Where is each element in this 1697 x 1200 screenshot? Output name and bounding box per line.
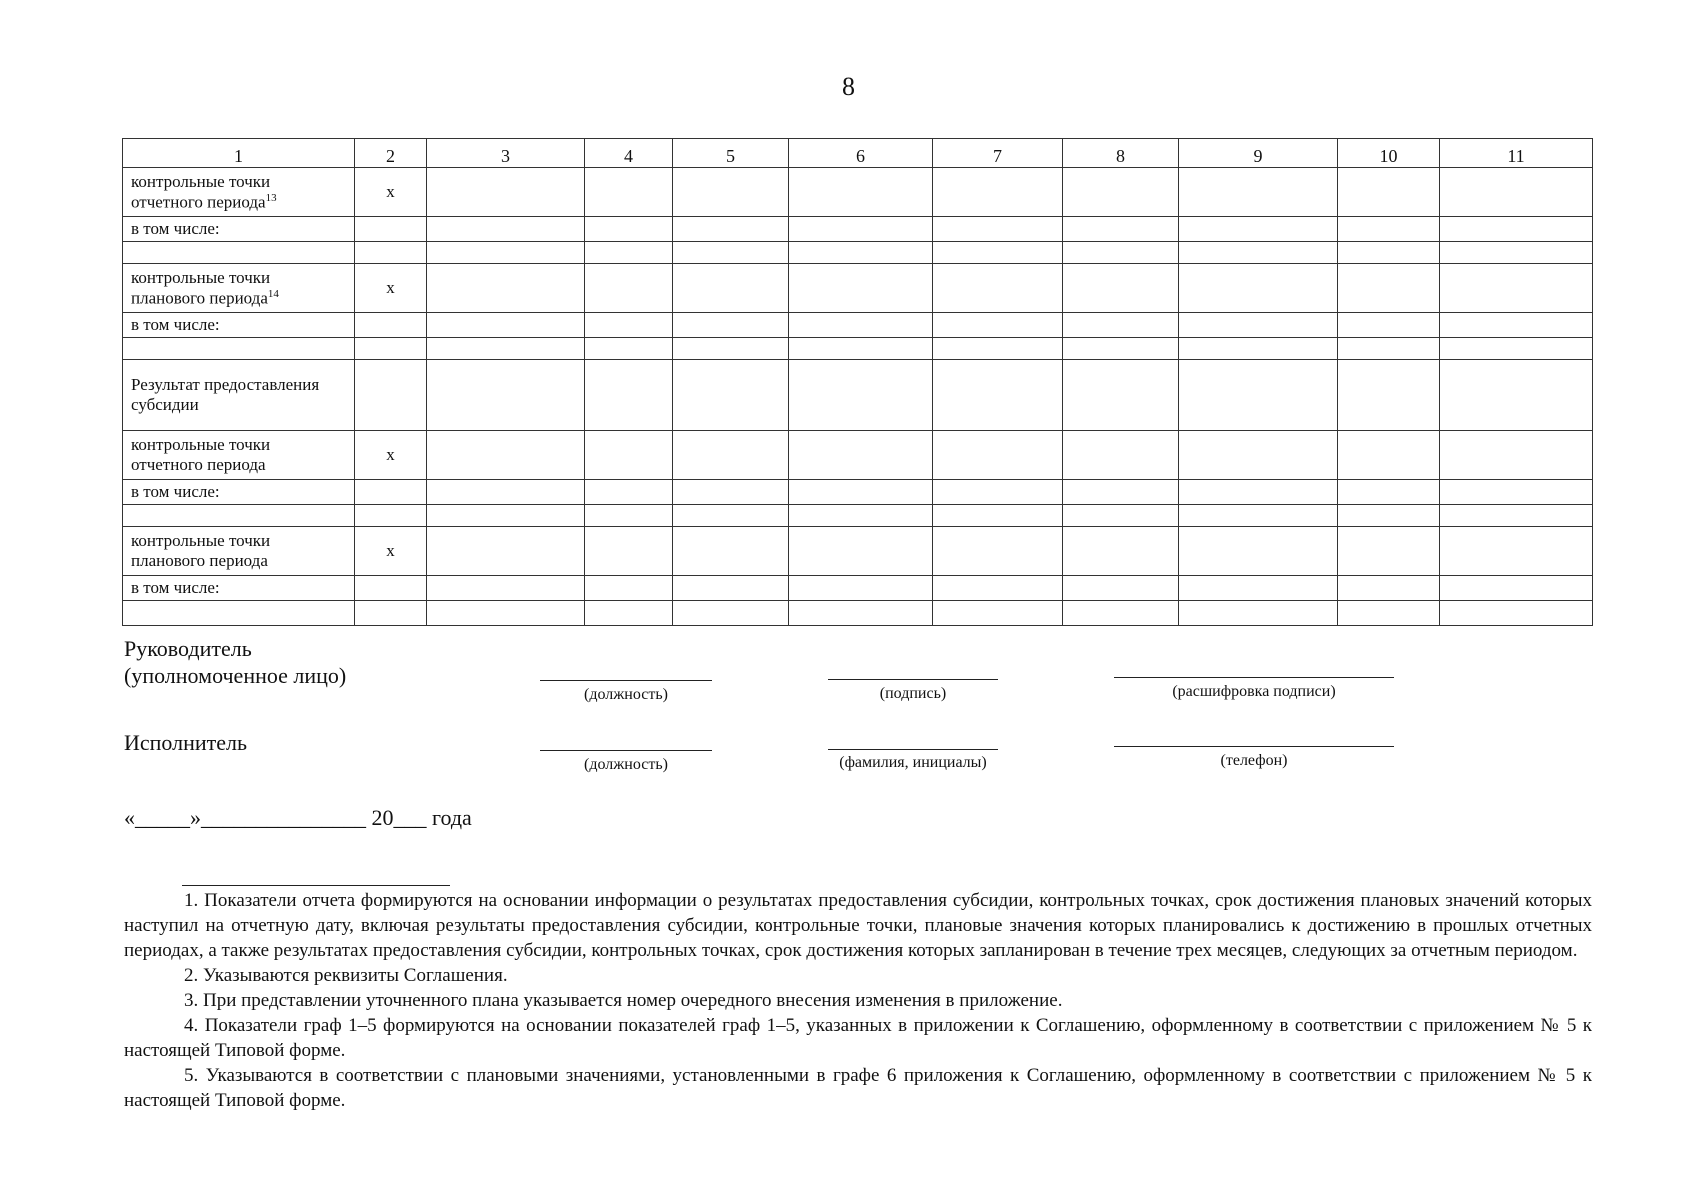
empty-cell xyxy=(673,313,789,338)
col2-cell xyxy=(355,601,427,626)
empty-cell xyxy=(1063,431,1179,480)
empty-cell xyxy=(1179,168,1338,217)
col2-cell: x xyxy=(355,264,427,313)
empty-cell xyxy=(1338,480,1440,505)
empty-cell xyxy=(933,431,1063,480)
empty-cell xyxy=(1063,313,1179,338)
empty-cell xyxy=(1338,313,1440,338)
table-row xyxy=(123,505,1593,527)
empty-cell xyxy=(1063,527,1179,576)
footnote: 4. Показатели граф 1–5 формируются на основании показателей граф 1–5, указанных в приложении к Соглашению, оформленному в соответствии с приложением № 5 к настоящей Типовой форме. xyxy=(124,1015,1592,1061)
empty-cell xyxy=(1338,168,1440,217)
empty-cell xyxy=(1179,264,1338,313)
col2-cell xyxy=(355,242,427,264)
row-label xyxy=(123,313,355,338)
empty-cell xyxy=(1179,576,1338,601)
empty-cell xyxy=(673,576,789,601)
table-row xyxy=(123,168,1593,217)
empty-cell xyxy=(789,431,933,480)
table-row xyxy=(123,431,1593,480)
empty-cell xyxy=(933,505,1063,527)
head-title-line1: Руководитель xyxy=(124,636,252,661)
table-row xyxy=(123,601,1593,626)
empty-cell xyxy=(789,242,933,264)
empty-cell xyxy=(789,601,933,626)
column-header: 8 xyxy=(1063,139,1179,168)
empty-cell xyxy=(585,480,673,505)
table-row xyxy=(123,527,1593,576)
column-header: 1 xyxy=(123,139,355,168)
executor-caption-name: (фамилия, инициалы) xyxy=(839,754,987,771)
empty-cell xyxy=(1440,576,1593,601)
report-table xyxy=(122,138,1593,626)
row-label xyxy=(123,505,355,527)
date-line: «_____»_______________ 20___ года xyxy=(124,805,472,830)
empty-cell xyxy=(789,576,933,601)
row-label-text: в том числе: xyxy=(131,482,220,502)
empty-cell xyxy=(933,242,1063,264)
head-position-line xyxy=(540,680,712,681)
empty-cell xyxy=(1063,168,1179,217)
empty-cell xyxy=(933,527,1063,576)
empty-cell xyxy=(1440,431,1593,480)
empty-cell xyxy=(427,480,585,505)
table-row xyxy=(123,576,1593,601)
empty-cell xyxy=(673,338,789,360)
col2-cell: x xyxy=(355,431,427,480)
col2-cell xyxy=(355,505,427,527)
empty-cell xyxy=(1179,338,1338,360)
empty-cell xyxy=(789,480,933,505)
column-header: 11 xyxy=(1440,139,1593,168)
empty-cell xyxy=(1338,338,1440,360)
head-title-line2: (уполномоченное лицо) xyxy=(124,663,347,688)
empty-cell xyxy=(789,338,933,360)
empty-cell xyxy=(1440,264,1593,313)
row-label xyxy=(123,601,355,626)
empty-cell xyxy=(585,313,673,338)
empty-cell xyxy=(427,217,585,242)
empty-cell xyxy=(1338,576,1440,601)
row-label xyxy=(123,264,355,313)
empty-cell xyxy=(427,360,585,431)
empty-cell xyxy=(427,338,585,360)
footnote: 3. При представлении уточненного плана указывается номер очередного внесения изменения в приложение. xyxy=(184,990,1063,1011)
empty-cell xyxy=(933,601,1063,626)
empty-cell xyxy=(1338,527,1440,576)
empty-cell xyxy=(1179,217,1338,242)
table-body xyxy=(123,139,1593,626)
empty-cell xyxy=(585,217,673,242)
empty-cell xyxy=(1063,264,1179,313)
empty-cell xyxy=(789,168,933,217)
row-label-text: в том числе: xyxy=(131,315,220,335)
row-label-text: контрольные точки планового периода xyxy=(131,268,271,308)
executor-caption-phone: (телефон) xyxy=(1220,752,1288,769)
row-label xyxy=(123,242,355,264)
empty-cell xyxy=(585,601,673,626)
footnote: 2. Указываются реквизиты Соглашения. xyxy=(184,965,508,986)
head-caption-decoding: (расшифровка подписи) xyxy=(1172,683,1336,700)
row-label-text: контрольные точки планового периода xyxy=(131,531,271,570)
row-label-text: в том числе: xyxy=(131,219,220,239)
column-header: 9 xyxy=(1179,139,1338,168)
empty-cell xyxy=(1440,168,1593,217)
empty-cell xyxy=(1063,576,1179,601)
row-label-text: контрольные точки отчетного периода xyxy=(131,435,271,474)
column-header: 2 xyxy=(355,139,427,168)
empty-cell xyxy=(1179,527,1338,576)
column-header: 10 xyxy=(1338,139,1440,168)
empty-cell xyxy=(1440,527,1593,576)
empty-cell xyxy=(427,576,585,601)
empty-cell xyxy=(1179,313,1338,338)
row-label xyxy=(123,431,355,480)
empty-cell xyxy=(1338,601,1440,626)
empty-cell xyxy=(673,527,789,576)
empty-cell xyxy=(1338,264,1440,313)
col2-cell xyxy=(355,313,427,338)
row-label xyxy=(123,217,355,242)
table-row xyxy=(123,242,1593,264)
empty-cell xyxy=(1440,480,1593,505)
empty-cell xyxy=(585,242,673,264)
empty-cell xyxy=(1440,338,1593,360)
footnote: 1. Показатели отчета формируются на основании информации о результатах предоставления субсидии, контрольных точках, срок достижения плановых значений которых наступил на отчетную дату, включая результаты предоставления субсидии, контрольные точки, плановые значения которых планировались к достижению в прошлых отчетных периодах, а также результатах предоставления субсидии, контрольных точках, срок достижения которых запланирован в течение трех месяцев, следующих за отчетным периодом. xyxy=(124,890,1592,961)
empty-cell xyxy=(1338,360,1440,431)
executor-name-line xyxy=(828,749,998,750)
col2-cell xyxy=(355,480,427,505)
head-signature-line xyxy=(828,679,998,680)
col2-cell xyxy=(355,360,427,431)
empty-cell xyxy=(1063,505,1179,527)
empty-cell xyxy=(585,360,673,431)
table-row xyxy=(123,313,1593,338)
empty-cell xyxy=(427,601,585,626)
empty-cell xyxy=(789,360,933,431)
executor-caption-position: (должность) xyxy=(584,756,668,773)
empty-cell xyxy=(1440,505,1593,527)
empty-cell xyxy=(1440,601,1593,626)
table-row xyxy=(123,338,1593,360)
table-row xyxy=(123,480,1593,505)
head-decoding-line xyxy=(1114,677,1394,678)
empty-cell xyxy=(1338,217,1440,242)
empty-cell xyxy=(673,242,789,264)
empty-cell xyxy=(789,217,933,242)
footnotes xyxy=(124,888,1592,1113)
empty-cell xyxy=(1179,505,1338,527)
col2-cell: x xyxy=(355,527,427,576)
executor-phone-line xyxy=(1114,746,1394,747)
empty-cell xyxy=(1063,360,1179,431)
row-label xyxy=(123,576,355,601)
empty-cell xyxy=(1179,242,1338,264)
empty-cell xyxy=(585,431,673,480)
head-caption-signature: (подпись) xyxy=(879,685,947,702)
column-header: 4 xyxy=(585,139,673,168)
empty-cell xyxy=(933,576,1063,601)
table-row xyxy=(123,264,1593,313)
row-label xyxy=(123,338,355,360)
footnote: 5. Указываются в соответствии с плановыми значениями, установленными в графе 6 приложения к Соглашению, оформленному в соответствии с приложением № 5 к настоящей Типовой форме. xyxy=(124,1065,1592,1111)
empty-cell xyxy=(673,264,789,313)
empty-cell xyxy=(1338,242,1440,264)
empty-cell xyxy=(789,527,933,576)
empty-cell xyxy=(1440,313,1593,338)
executor-position-line xyxy=(540,750,712,751)
empty-cell xyxy=(585,264,673,313)
empty-cell xyxy=(427,264,585,313)
empty-cell xyxy=(933,168,1063,217)
empty-cell xyxy=(673,360,789,431)
empty-cell xyxy=(789,505,933,527)
empty-cell xyxy=(673,431,789,480)
footnote-ref: 13 xyxy=(265,191,277,204)
empty-cell xyxy=(933,480,1063,505)
empty-cell xyxy=(673,505,789,527)
empty-cell xyxy=(1179,431,1338,480)
executor-label: Исполнитель xyxy=(124,730,248,755)
empty-cell xyxy=(585,168,673,217)
empty-cell xyxy=(673,601,789,626)
empty-cell xyxy=(673,217,789,242)
footnote-ref: 14 xyxy=(267,287,279,300)
empty-cell xyxy=(427,168,585,217)
empty-cell xyxy=(1179,360,1338,431)
empty-cell xyxy=(427,431,585,480)
empty-cell xyxy=(427,527,585,576)
row-label-text: в том числе: xyxy=(131,578,220,598)
empty-cell xyxy=(1063,217,1179,242)
col2-cell xyxy=(355,217,427,242)
empty-cell xyxy=(673,168,789,217)
row-label xyxy=(123,527,355,576)
empty-cell xyxy=(1179,480,1338,505)
empty-cell xyxy=(585,527,673,576)
col2-cell: x xyxy=(355,168,427,217)
empty-cell xyxy=(1440,360,1593,431)
empty-cell xyxy=(933,264,1063,313)
column-header: 6 xyxy=(789,139,933,168)
col2-cell xyxy=(355,576,427,601)
page-number: 8 xyxy=(842,72,855,101)
empty-cell xyxy=(585,338,673,360)
empty-cell xyxy=(933,360,1063,431)
empty-cell xyxy=(933,338,1063,360)
empty-cell xyxy=(1179,601,1338,626)
empty-cell xyxy=(1338,505,1440,527)
row-label xyxy=(123,480,355,505)
empty-cell xyxy=(1440,242,1593,264)
table-row xyxy=(123,217,1593,242)
empty-cell xyxy=(1440,217,1593,242)
empty-cell xyxy=(933,217,1063,242)
table-row xyxy=(123,360,1593,431)
empty-cell xyxy=(585,576,673,601)
column-header: 3 xyxy=(427,139,585,168)
head-caption-position: (должность) xyxy=(584,686,668,703)
empty-cell xyxy=(1338,431,1440,480)
column-header: 7 xyxy=(933,139,1063,168)
empty-cell xyxy=(789,313,933,338)
table-header-row xyxy=(123,139,1593,168)
row-label xyxy=(123,360,355,431)
empty-cell xyxy=(673,480,789,505)
row-label xyxy=(123,168,355,217)
empty-cell xyxy=(1063,480,1179,505)
empty-cell xyxy=(789,264,933,313)
empty-cell xyxy=(427,242,585,264)
col2-cell xyxy=(355,338,427,360)
footnote-rule xyxy=(182,885,450,886)
column-header: 5 xyxy=(673,139,789,168)
empty-cell xyxy=(427,505,585,527)
empty-cell xyxy=(1063,601,1179,626)
row-label-text: контрольные точки отчетного периода xyxy=(131,172,271,212)
empty-cell xyxy=(427,313,585,338)
empty-cell xyxy=(1063,242,1179,264)
empty-cell xyxy=(585,505,673,527)
row-label-text: Результат предоставления субсидии xyxy=(131,375,320,414)
empty-cell xyxy=(933,313,1063,338)
empty-cell xyxy=(1063,338,1179,360)
